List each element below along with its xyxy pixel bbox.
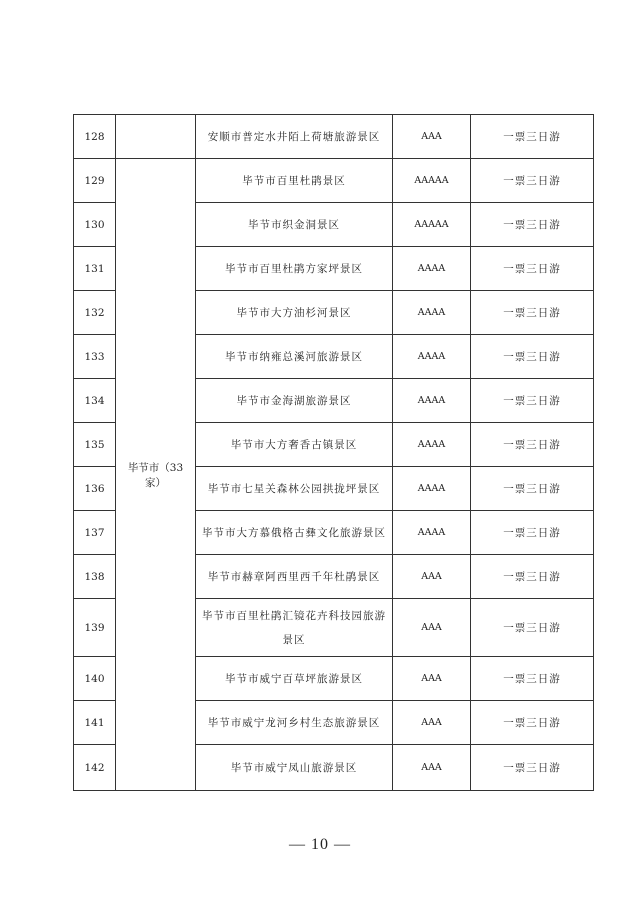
table-row <box>74 115 594 159</box>
spot-name: 毕节市威宁龙河乡村生态旅游景区 <box>196 701 393 745</box>
ticket-policy: 一票三日游 <box>471 115 594 159</box>
ticket-policy: 一票三日游 <box>471 599 594 657</box>
row-number: 141 <box>74 701 116 745</box>
ticket-policy: 一票三日游 <box>471 701 594 745</box>
spot-grade: AAAA <box>393 467 471 511</box>
page-number: — 10 — <box>289 836 351 853</box>
spot-name: 毕节市威宁凤山旅游景区 <box>196 745 393 791</box>
spot-grade: AAA <box>393 599 471 657</box>
ticket-policy: 一票三日游 <box>471 335 594 379</box>
spot-grade: AAA <box>393 701 471 745</box>
spot-name: 毕节市百里杜鹃汇镜花卉科技园旅游景区 <box>196 599 393 657</box>
ticket-policy: 一票三日游 <box>471 657 594 701</box>
row-number: 138 <box>74 555 116 599</box>
spot-name: 毕节市金海湖旅游景区 <box>196 379 393 423</box>
spot-grade: AAAA <box>393 379 471 423</box>
spot-name: 毕节市百里杜鹃方家坪景区 <box>196 247 393 291</box>
spot-name: 毕节市大方油杉河景区 <box>196 291 393 335</box>
spot-name: 毕节市赫章阿西里西千年杜鹃景区 <box>196 555 393 599</box>
ticket-policy: 一票三日游 <box>471 379 594 423</box>
row-number: 135 <box>74 423 116 467</box>
spot-grade: AAAA <box>393 291 471 335</box>
spot-name: 毕节市威宁百草坪旅游景区 <box>196 657 393 701</box>
spot-grade: AAAA <box>393 511 471 555</box>
table-row <box>74 159 594 203</box>
ticket-policy: 一票三日游 <box>471 203 594 247</box>
city-cell-previous <box>116 115 196 159</box>
spot-name: 毕节市大方慕俄格古彝文化旅游景区 <box>196 511 393 555</box>
spot-grade: AAA <box>393 745 471 791</box>
spot-grade: AAA <box>393 115 471 159</box>
spot-grade: AAAAA <box>393 203 471 247</box>
spot-name: 毕节市大方奢香古镇景区 <box>196 423 393 467</box>
spot-name: 毕节市织金洞景区 <box>196 203 393 247</box>
ticket-policy: 一票三日游 <box>471 247 594 291</box>
spot-grade: AAAA <box>393 247 471 291</box>
ticket-policy: 一票三日游 <box>471 423 594 467</box>
ticket-policy: 一票三日游 <box>471 555 594 599</box>
spot-name: 毕节市七星关森林公园拱拢坪景区 <box>196 467 393 511</box>
row-number: 134 <box>74 379 116 423</box>
city-group-cell: 毕节市（33 家） <box>116 159 196 791</box>
spot-name: 毕节市纳雍总溪河旅游景区 <box>196 335 393 379</box>
ticket-policy: 一票三日游 <box>471 745 594 791</box>
row-number: 133 <box>74 335 116 379</box>
spot-grade: AAA <box>393 555 471 599</box>
row-number: 137 <box>74 511 116 555</box>
spot-name: 毕节市百里杜鹃景区 <box>196 159 393 203</box>
ticket-policy: 一票三日游 <box>471 467 594 511</box>
spot-grade: AAAAA <box>393 159 471 203</box>
row-number: 130 <box>74 203 116 247</box>
spot-grade: AAAA <box>393 423 471 467</box>
scenic-spots-table <box>73 114 594 791</box>
ticket-policy: 一票三日游 <box>471 511 594 555</box>
row-number: 136 <box>74 467 116 511</box>
row-number: 131 <box>74 247 116 291</box>
row-number: 140 <box>74 657 116 701</box>
row-number: 128 <box>74 115 116 159</box>
ticket-policy: 一票三日游 <box>471 159 594 203</box>
spot-name: 安顺市普定水井陌上荷塘旅游景区 <box>196 115 393 159</box>
row-number: 139 <box>74 599 116 657</box>
spot-grade: AAAA <box>393 335 471 379</box>
row-number: 129 <box>74 159 116 203</box>
row-number: 142 <box>74 745 116 791</box>
row-number: 132 <box>74 291 116 335</box>
spot-grade: AAA <box>393 657 471 701</box>
ticket-policy: 一票三日游 <box>471 291 594 335</box>
